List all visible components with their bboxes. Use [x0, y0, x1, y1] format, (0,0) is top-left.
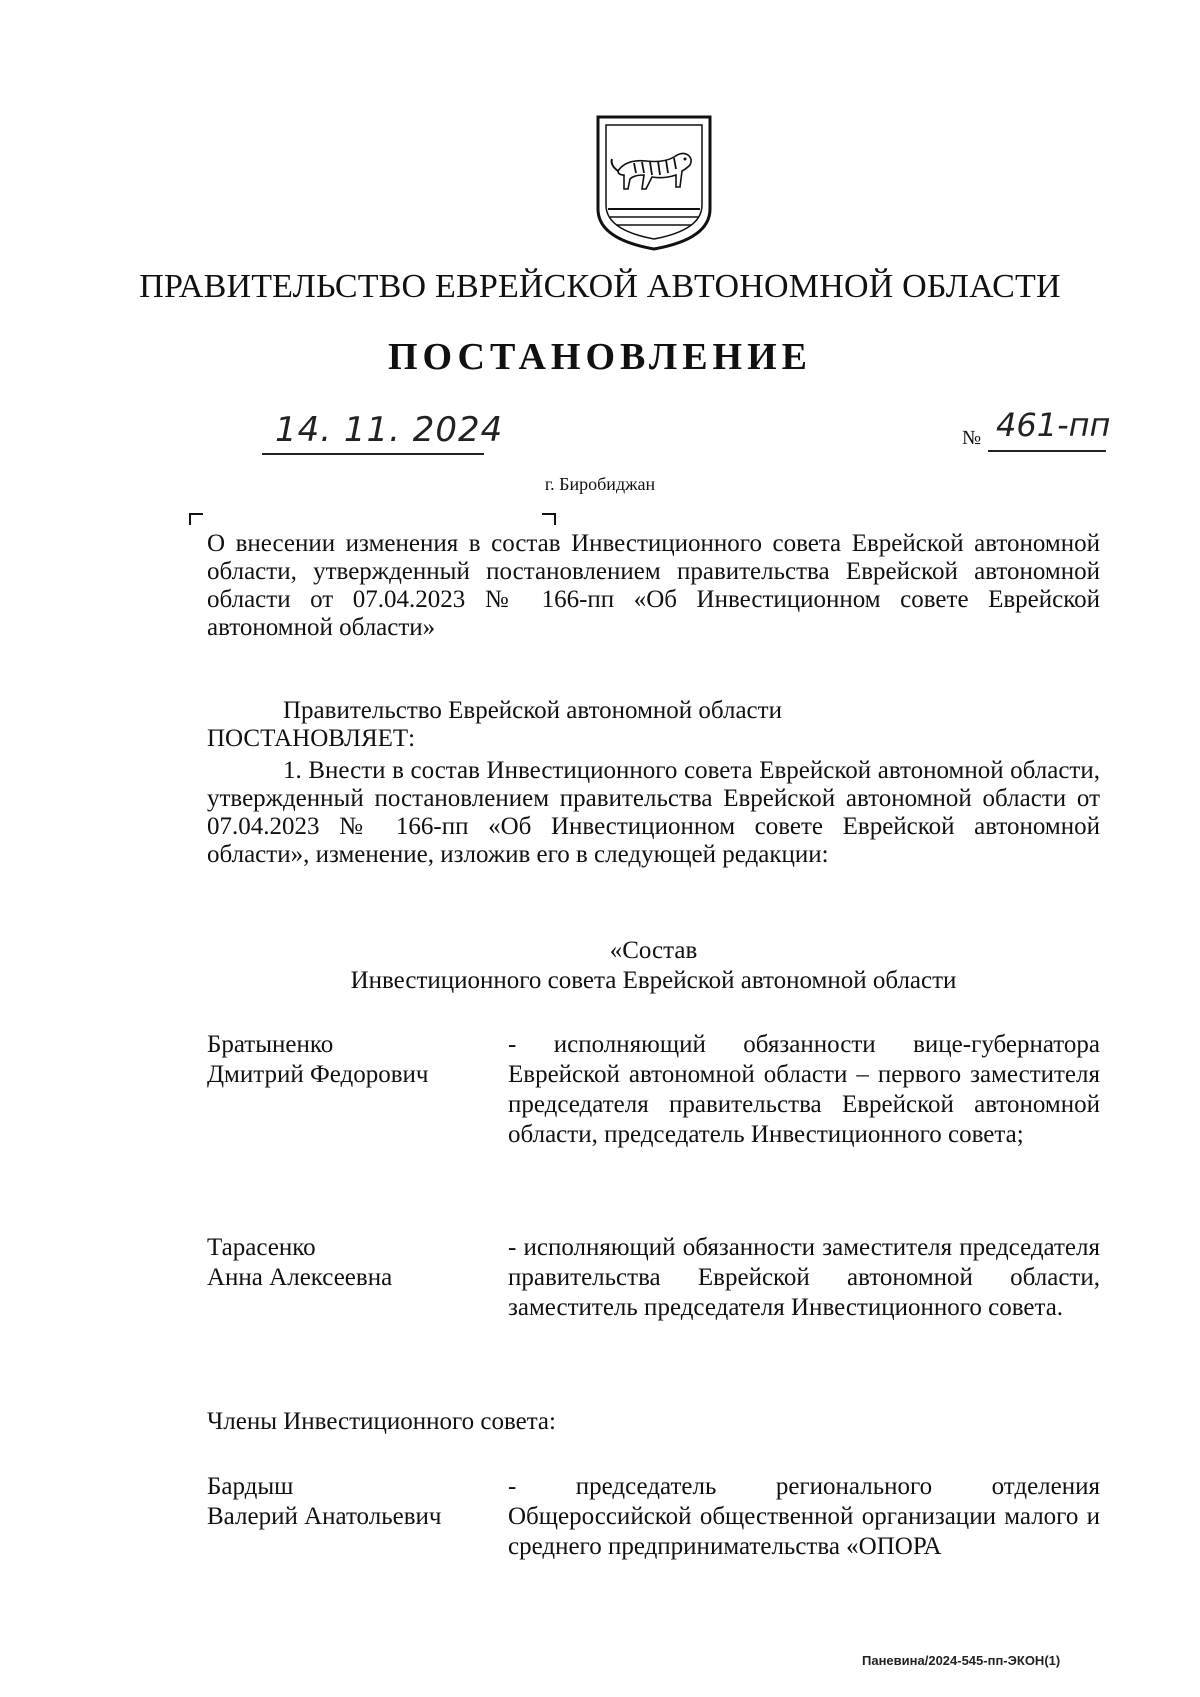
government-title: ПРАВИТЕЛЬСТВО ЕВРЕЙСКОЙ АВТОНОМНОЙ ОБЛАСТИ — [139, 268, 1061, 305]
document-type-title: ПОСТАНОВЛЕНИЕ — [387, 336, 813, 378]
document-reference-code: Паневина/2024-545-пп-ЭКОН(1) — [862, 1653, 1061, 1668]
member-role: - исполняющий обязанности заместителя председателя правительства Еврейской автономной области, заместитель председателя Инвестиционного совета. — [508, 1234, 1100, 1321]
member-surname: Бардыш — [207, 1473, 294, 1500]
city-name: г. Биробиджан — [544, 474, 656, 494]
member-given-name: Анна Алексеевна — [207, 1264, 393, 1291]
member-surname: Братыненко — [207, 1031, 334, 1058]
member-surname: Тарасенко — [207, 1234, 316, 1261]
preamble-resolves: ПОСТАНОВЛЯЕТ: — [207, 725, 416, 752]
member-name — [207, 1472, 487, 1532]
member-name — [207, 1233, 487, 1293]
document-date: 14. 11. 2024 — [275, 410, 504, 450]
number-underline — [988, 450, 1106, 452]
item-1-text: 1. Внести в состав Инвестиционного совета Еврейской автономной области, утвержденный постановлением правительства Еврейской автономной области от 07.04.2023 № 166-пп «Об Инвестиционном совете Еврейской автономной области», изменение, изложив его в следующей редакции: — [207, 757, 1100, 868]
preamble — [207, 697, 1100, 753]
resolution-subject: О внесении изменения в состав Инвестиционного совета Еврейской автономной области, утвержденный постановлением правительства Еврейской автономной области от 07.04.2023 № 166-пп «Об Инвестиционном совете Еврейской автономной области» — [207, 530, 1100, 641]
corner-bracket-right — [542, 513, 556, 525]
composition-title-line2: Инвестиционного совета Еврейской автономной области — [350, 967, 957, 994]
member-given-name: Валерий Анатольевич — [207, 1503, 442, 1530]
coat-of-arms-emblem — [594, 113, 714, 253]
document-number: 461-пп — [996, 406, 1111, 444]
date-underline — [262, 453, 484, 455]
composition-title — [207, 936, 1100, 996]
member-given-name: Дмитрий Федорович — [207, 1061, 429, 1088]
members-heading: Члены Инвестиционного совета: — [207, 1408, 556, 1435]
member-role: - председатель регионального отделения Общероссийской общественной организации малого и среднего предпринимательства «ОПОРА — [508, 1473, 1100, 1560]
member-name — [207, 1030, 487, 1090]
preamble-government: Правительство Еврейской автономной области — [283, 697, 782, 724]
corner-bracket-left — [189, 513, 203, 525]
composition-title-line1: «Состав — [609, 937, 698, 964]
member-role: - исполняющий обязанности вице-губернатора Еврейской автономной области – первого заместителя председателя правительства Еврейской автономной области, председатель Инвестиционного совета; — [508, 1031, 1100, 1148]
number-label: № — [962, 427, 982, 449]
